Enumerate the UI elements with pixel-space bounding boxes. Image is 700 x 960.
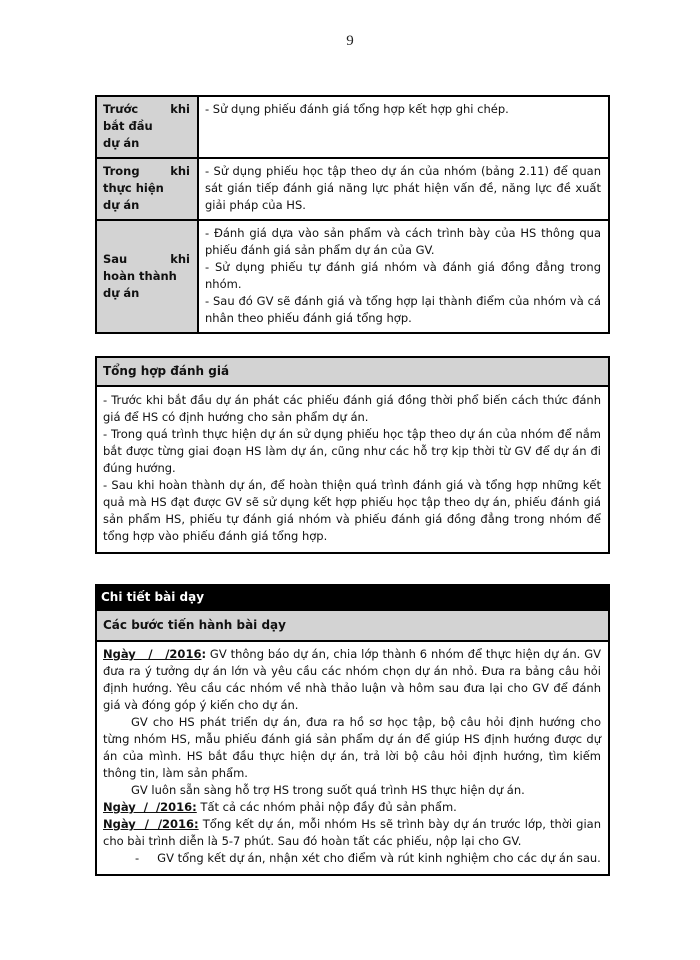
step-paragraph: - GV tổng kết dự án, nhận xét cho điểm và rút kinh nghiệm cho các dự án sau. bbox=[135, 851, 601, 865]
date-label: Ngày / /2016 bbox=[103, 647, 202, 661]
list-item: - Sử dụng phiếu đánh giá tổng hợp kết hợp ghi chép. bbox=[205, 102, 509, 116]
table-row bbox=[96, 96, 609, 158]
table-row bbox=[96, 220, 609, 333]
detail-subtitle: Các bước tiến hành bài dạy bbox=[97, 611, 608, 642]
summary-paragraph: - Trong quá trình thực hiện dự án sử dụng phiếu học tập theo dự án của nhóm để nắm bắt được từng giai đoạn HS làm dự án, cũng như các hỗ trợ kịp thời từ GV để dự án đi đúng hướng. bbox=[103, 427, 601, 475]
label-word: khi bbox=[170, 164, 190, 178]
list-item: - Sau đó GV sẽ đánh giá và tổng hợp lại thành điểm của nhóm và cá nhân theo phiếu đánh giá tổng hợp. bbox=[205, 294, 601, 325]
label-word: Trước bbox=[103, 102, 139, 116]
phase-content-cell bbox=[198, 96, 609, 158]
phase-label-line: dự án bbox=[103, 136, 140, 150]
list-item: - Sử dụng phiếu tự đánh giá nhóm và đánh giá đồng đẳng trong nhóm. bbox=[205, 260, 601, 291]
detail-steps-box bbox=[95, 611, 610, 876]
label-word: khi bbox=[170, 102, 190, 116]
phase-label-cell bbox=[96, 158, 198, 220]
page-number: 9 bbox=[346, 33, 354, 49]
date-label: Ngày / /2016: bbox=[103, 817, 199, 831]
phase-label-line: dự án bbox=[103, 285, 140, 300]
date-label-colon: : bbox=[201, 647, 207, 661]
step-paragraph: Ngày / /2016: Tất cả các nhóm phải nộp đầy đủ sản phẩm. bbox=[103, 800, 457, 814]
summary-body bbox=[97, 387, 608, 552]
phase-label-line: bắt đầu bbox=[103, 119, 153, 133]
phase-content-cell bbox=[198, 220, 609, 333]
step-paragraph: Ngày / /2016: Tổng kết dự án, mỗi nhóm Hs sẽ trình bày dự án trước lớp, thời gian cho bài trình diễn là 5-7 phút. Sau đó hoàn tất các phiếu, nộp lại cho GV. bbox=[103, 817, 601, 848]
table-row bbox=[96, 158, 609, 220]
label-word: khi bbox=[170, 251, 190, 266]
summary-box bbox=[95, 356, 610, 554]
phase-label-cell bbox=[96, 220, 198, 333]
phase-label-line: dự án bbox=[103, 198, 140, 212]
phase-label-line bbox=[103, 163, 190, 180]
phase-label-line bbox=[103, 251, 190, 268]
step-paragraph: Ngày / /2016: GV thông báo dự án, chia lớp thành 6 nhóm để thực hiện dự án. GV đưa ra ý tưởng dự án lớn và yêu cầu các nhóm chọn dự án nhỏ. Đưa ra bảng câu hỏi định hướng. Yêu cầu các nhóm về nhà thảo luận và hôm sau đưa lại cho GV để đánh giá và đóng góp ý kiến cho dự án. bbox=[103, 647, 601, 712]
phase-label-line: thực hiện bbox=[103, 181, 164, 195]
label-word: Trong bbox=[103, 164, 140, 178]
dash-marker: - bbox=[135, 851, 140, 865]
label-word: Sau bbox=[103, 251, 128, 266]
phase-content-cell bbox=[198, 158, 609, 220]
phase-label-line: hoàn thành bbox=[103, 268, 177, 283]
list-item: - Đánh giá dựa vào sản phẩm và cách trình bày của HS thông qua phiếu đánh giá sản phẩm dự án của GV. bbox=[205, 226, 601, 257]
step-paragraph: GV luôn sẵn sàng hỗ trợ HS trong suốt quá trình HS thực hiện dự án. bbox=[131, 783, 525, 797]
detail-body bbox=[97, 642, 608, 874]
step-paragraph: GV cho HS phát triển dự án, đưa ra hồ sơ học tập, bộ câu hỏi định hướng cho từng nhóm HS, mẫu phiếu đánh giá sản phẩm dự án để giúp HS định hướng được dự án của mình. HS bắt đầu thực hiện dự án, trả lời bộ câu hỏi định hướng, tìm kiếm thông tin, làm sản phẩm. bbox=[103, 715, 601, 780]
phase-label-cell bbox=[96, 96, 198, 158]
page-content bbox=[95, 95, 610, 876]
summary-paragraph: - Trước khi bắt đầu dự án phát các phiếu đánh giá đồng thời phổ biến cách thức đánh giá để HS có định hướng cho sản phẩm dự án. bbox=[103, 393, 601, 424]
detail-section-title: Chi tiết bài dạy bbox=[95, 584, 610, 611]
phase-label-line bbox=[103, 101, 190, 118]
list-item: - Sử dụng phiếu học tập theo dự án của nhóm (bảng 2.11) để quan sát gián tiếp đánh giá năng lực phát hiện vấn đề, năng lực đề xuất giải pháp của HS. bbox=[205, 164, 601, 212]
assessment-timing-table bbox=[95, 95, 610, 334]
summary-paragraph: - Sau khi hoàn thành dự án, để hoàn thiện quá trình đánh giá và tổng hợp những kết quả mà HS đạt được GV sẽ sử dụng kết hợp phiếu học tập theo dự án, phiếu đánh giá sản phẩm HS, phiếu tự đánh giá nhóm và phiếu đánh giá đồng đẳng trong nhóm để tổng hợp vào phiếu đánh giá tổng hợp. bbox=[103, 478, 601, 543]
date-label: Ngày / /2016: bbox=[103, 800, 197, 814]
summary-title: Tổng hợp đánh giá bbox=[97, 358, 608, 387]
